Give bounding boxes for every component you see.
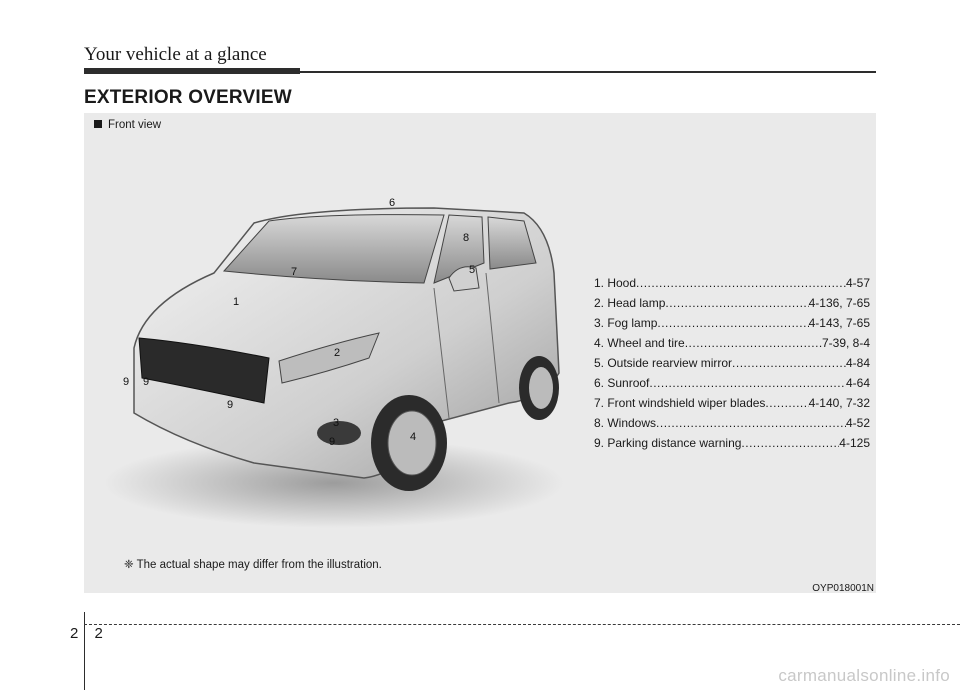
- view-label: [94, 119, 161, 131]
- callout-4: 4: [409, 431, 417, 443]
- legend-item: 4. Wheel and tire ..... 7-39, 8-4: [594, 333, 870, 353]
- legend-item: 3. Fog lamp ..... 4-143, 7-65: [594, 313, 870, 333]
- callout-9-d: 9: [328, 436, 336, 448]
- header-rule-thin: [300, 71, 876, 73]
- rear-wheel-rim: [529, 367, 553, 409]
- parts-legend: [594, 273, 870, 453]
- legend-item: 2. Head lamp ..... 4-136, 7-65: [594, 293, 870, 313]
- callout-5: 5: [468, 264, 476, 276]
- legend-item: 1. Hood ..... 4-57: [594, 273, 870, 293]
- illustration-panel: [84, 113, 876, 593]
- vehicle-illustration: [104, 193, 584, 533]
- legend-item: 9. Parking distance warning ..... 4-125: [594, 433, 870, 453]
- illustration-code: OYP018001N: [812, 583, 874, 594]
- footer-dashed-rule: [84, 624, 960, 625]
- section-title: EXTERIOR OVERVIEW: [84, 87, 292, 108]
- legend-item: 8. Windows ..... 4-52: [594, 413, 870, 433]
- callout-7: 7: [290, 266, 298, 278]
- legend-item: 5. Outside rearview mirror ..... 4-84: [594, 353, 870, 373]
- square-bullet-icon: [94, 120, 102, 128]
- view-label-text: Front view: [108, 119, 162, 131]
- callout-9-c: 9: [226, 399, 234, 411]
- callout-3: 3: [332, 417, 340, 429]
- header-title: Your vehicle at a glance: [84, 44, 267, 65]
- callout-9-a: 9: [122, 376, 130, 388]
- callout-9-b: 9: [142, 376, 150, 388]
- page-number: 2 2: [70, 625, 109, 642]
- callout-2: 2: [333, 347, 341, 359]
- header-rule-thick: [84, 68, 300, 74]
- legend-item: 7. Front windshield wiper blades ..... 4-140, 7-32: [594, 393, 870, 413]
- callout-1: 1: [232, 296, 240, 308]
- callout-6: 6: [388, 197, 396, 209]
- watermark: carmanualsonline.info: [778, 666, 950, 685]
- callout-8: 8: [462, 232, 470, 244]
- front-wheel-rim: [388, 411, 436, 475]
- illustration-note: ❈ The actual shape may differ from the illustration.: [124, 559, 382, 571]
- legend-item: 6. Sunroof ..... 4-64: [594, 373, 870, 393]
